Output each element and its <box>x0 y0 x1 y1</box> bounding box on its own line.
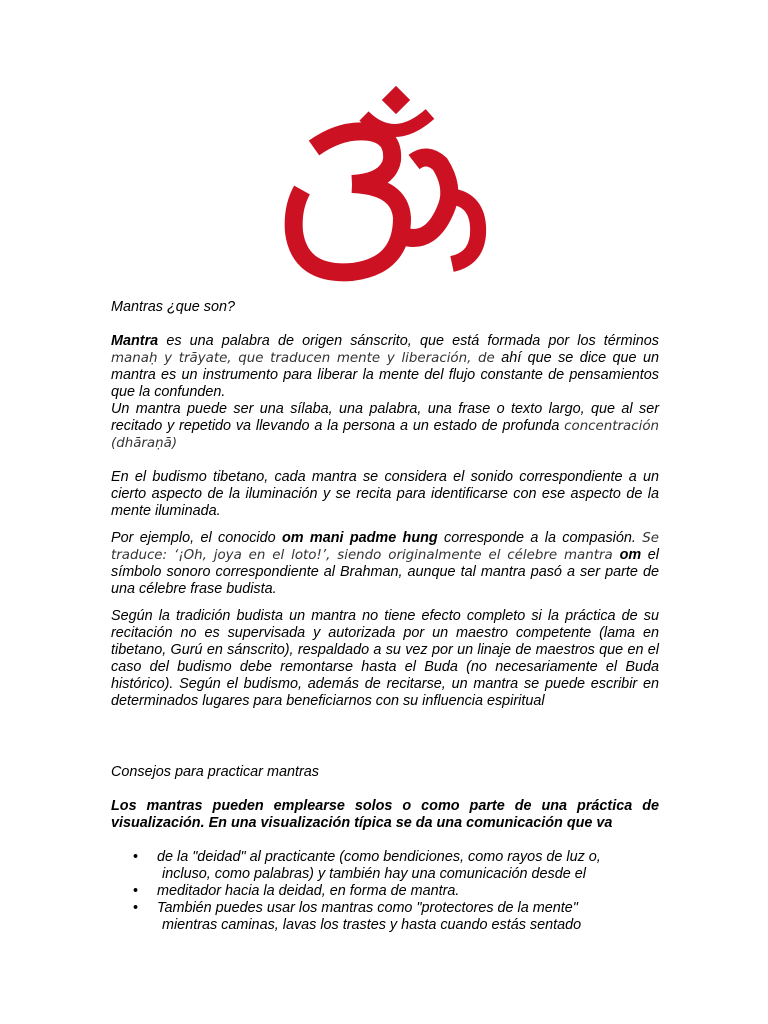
term-mantra: Mantra <box>111 333 159 349</box>
list-item-line: meditador hacia la deidad, en forma de mantra. <box>157 883 460 899</box>
intro-paragraph <box>111 333 659 401</box>
list-item <box>111 883 659 900</box>
list-item-line: También puedes usar los mantras como "protectores de la mente" <box>157 900 578 916</box>
list-item <box>111 849 659 883</box>
intro2-text-light: concentración (dhāraṇā) <box>111 419 659 451</box>
intro-text-light: manaḥ y trāyate, que traducen mente y liberación, de <box>111 351 495 366</box>
list-item <box>111 900 659 934</box>
advice-paragraph <box>111 798 659 832</box>
tradition-paragraph: Según la tradición budista un mantra no tiene efecto completo si la práctica de su recitación no es supervisada y autorizada por un maestro competente (lama en tibetano, Gurú en sánscrito), respaldado a su vez por un linaje de maestros que en el caso del budismo debe remontarse hasta el Buda (no necesariamente el Buda histórico). Según el budismo, además de recitarse, un mantra se puede escribir en determinados lugares para beneficiarnos con su influencia espiritual <box>111 608 659 709</box>
tibet-paragraph: En el budismo tibetano, cada mantra se considera el sonido correspondiente a un cierto aspecto de la iluminación y se recita para identificarse con ese aspecto de la mente iluminada. <box>111 469 659 519</box>
bullet-icon: • <box>133 883 139 899</box>
advice-list <box>111 849 659 934</box>
advice-section <box>111 764 659 934</box>
article-body <box>111 299 659 710</box>
intro2-text: Un mantra puede ser una sílaba, una palabra, una frase o texto largo, que al ser recitado y repetido va llevando a la persona a un estado de profunda <box>111 401 659 434</box>
example-paragraph <box>111 530 659 598</box>
example-text-b: corresponde a la compasión. <box>437 530 643 546</box>
list-item-line: mientras caminas, lavas los trastes y hasta cuando estás sentado <box>162 917 582 933</box>
example-text-a: Por ejemplo, el conocido <box>111 530 282 546</box>
list-item-line: de la "deidad" al practicante (como bendiciones, como rayos de luz o, <box>157 849 601 865</box>
intro-paragraph-2 <box>111 401 659 452</box>
section-title-mantras: Mantras ¿que son? <box>111 299 235 315</box>
example-translation: Se traduce: ‘¡Oh, joya en el loto!’, siendo originalmente el célebre mantra <box>111 531 659 563</box>
list-item-line: incluso, como palabras) y también hay una comunicación desde el <box>162 866 586 882</box>
intro-text-b: ahí que se dice que un mantra es un instrumento para liberar la mente del flujo constante de pensamientos que la confunden. <box>111 350 659 400</box>
mantra-name: om mani padme hung <box>281 530 438 546</box>
example-text-c: el símbolo sonoro correspondiente al Brahman, aunque tal mantra pasó a ser parte de una célebre frase budista. <box>111 547 660 597</box>
advice-bold-text: Los mantras pueden emplearse solos o como parte de una práctica de visualización. En una visualización típica se da una comunicación que va <box>111 798 659 831</box>
om-symbol-icon <box>282 86 488 286</box>
section-title-consejos: Consejos para practicar mantras <box>111 764 319 780</box>
bullet-icon: • <box>133 900 139 916</box>
intro-text-a: es una palabra de origen sánscrito, que está formada por los términos <box>158 333 659 349</box>
mantra-om: om <box>619 547 642 563</box>
bullet-icon: • <box>133 849 139 865</box>
